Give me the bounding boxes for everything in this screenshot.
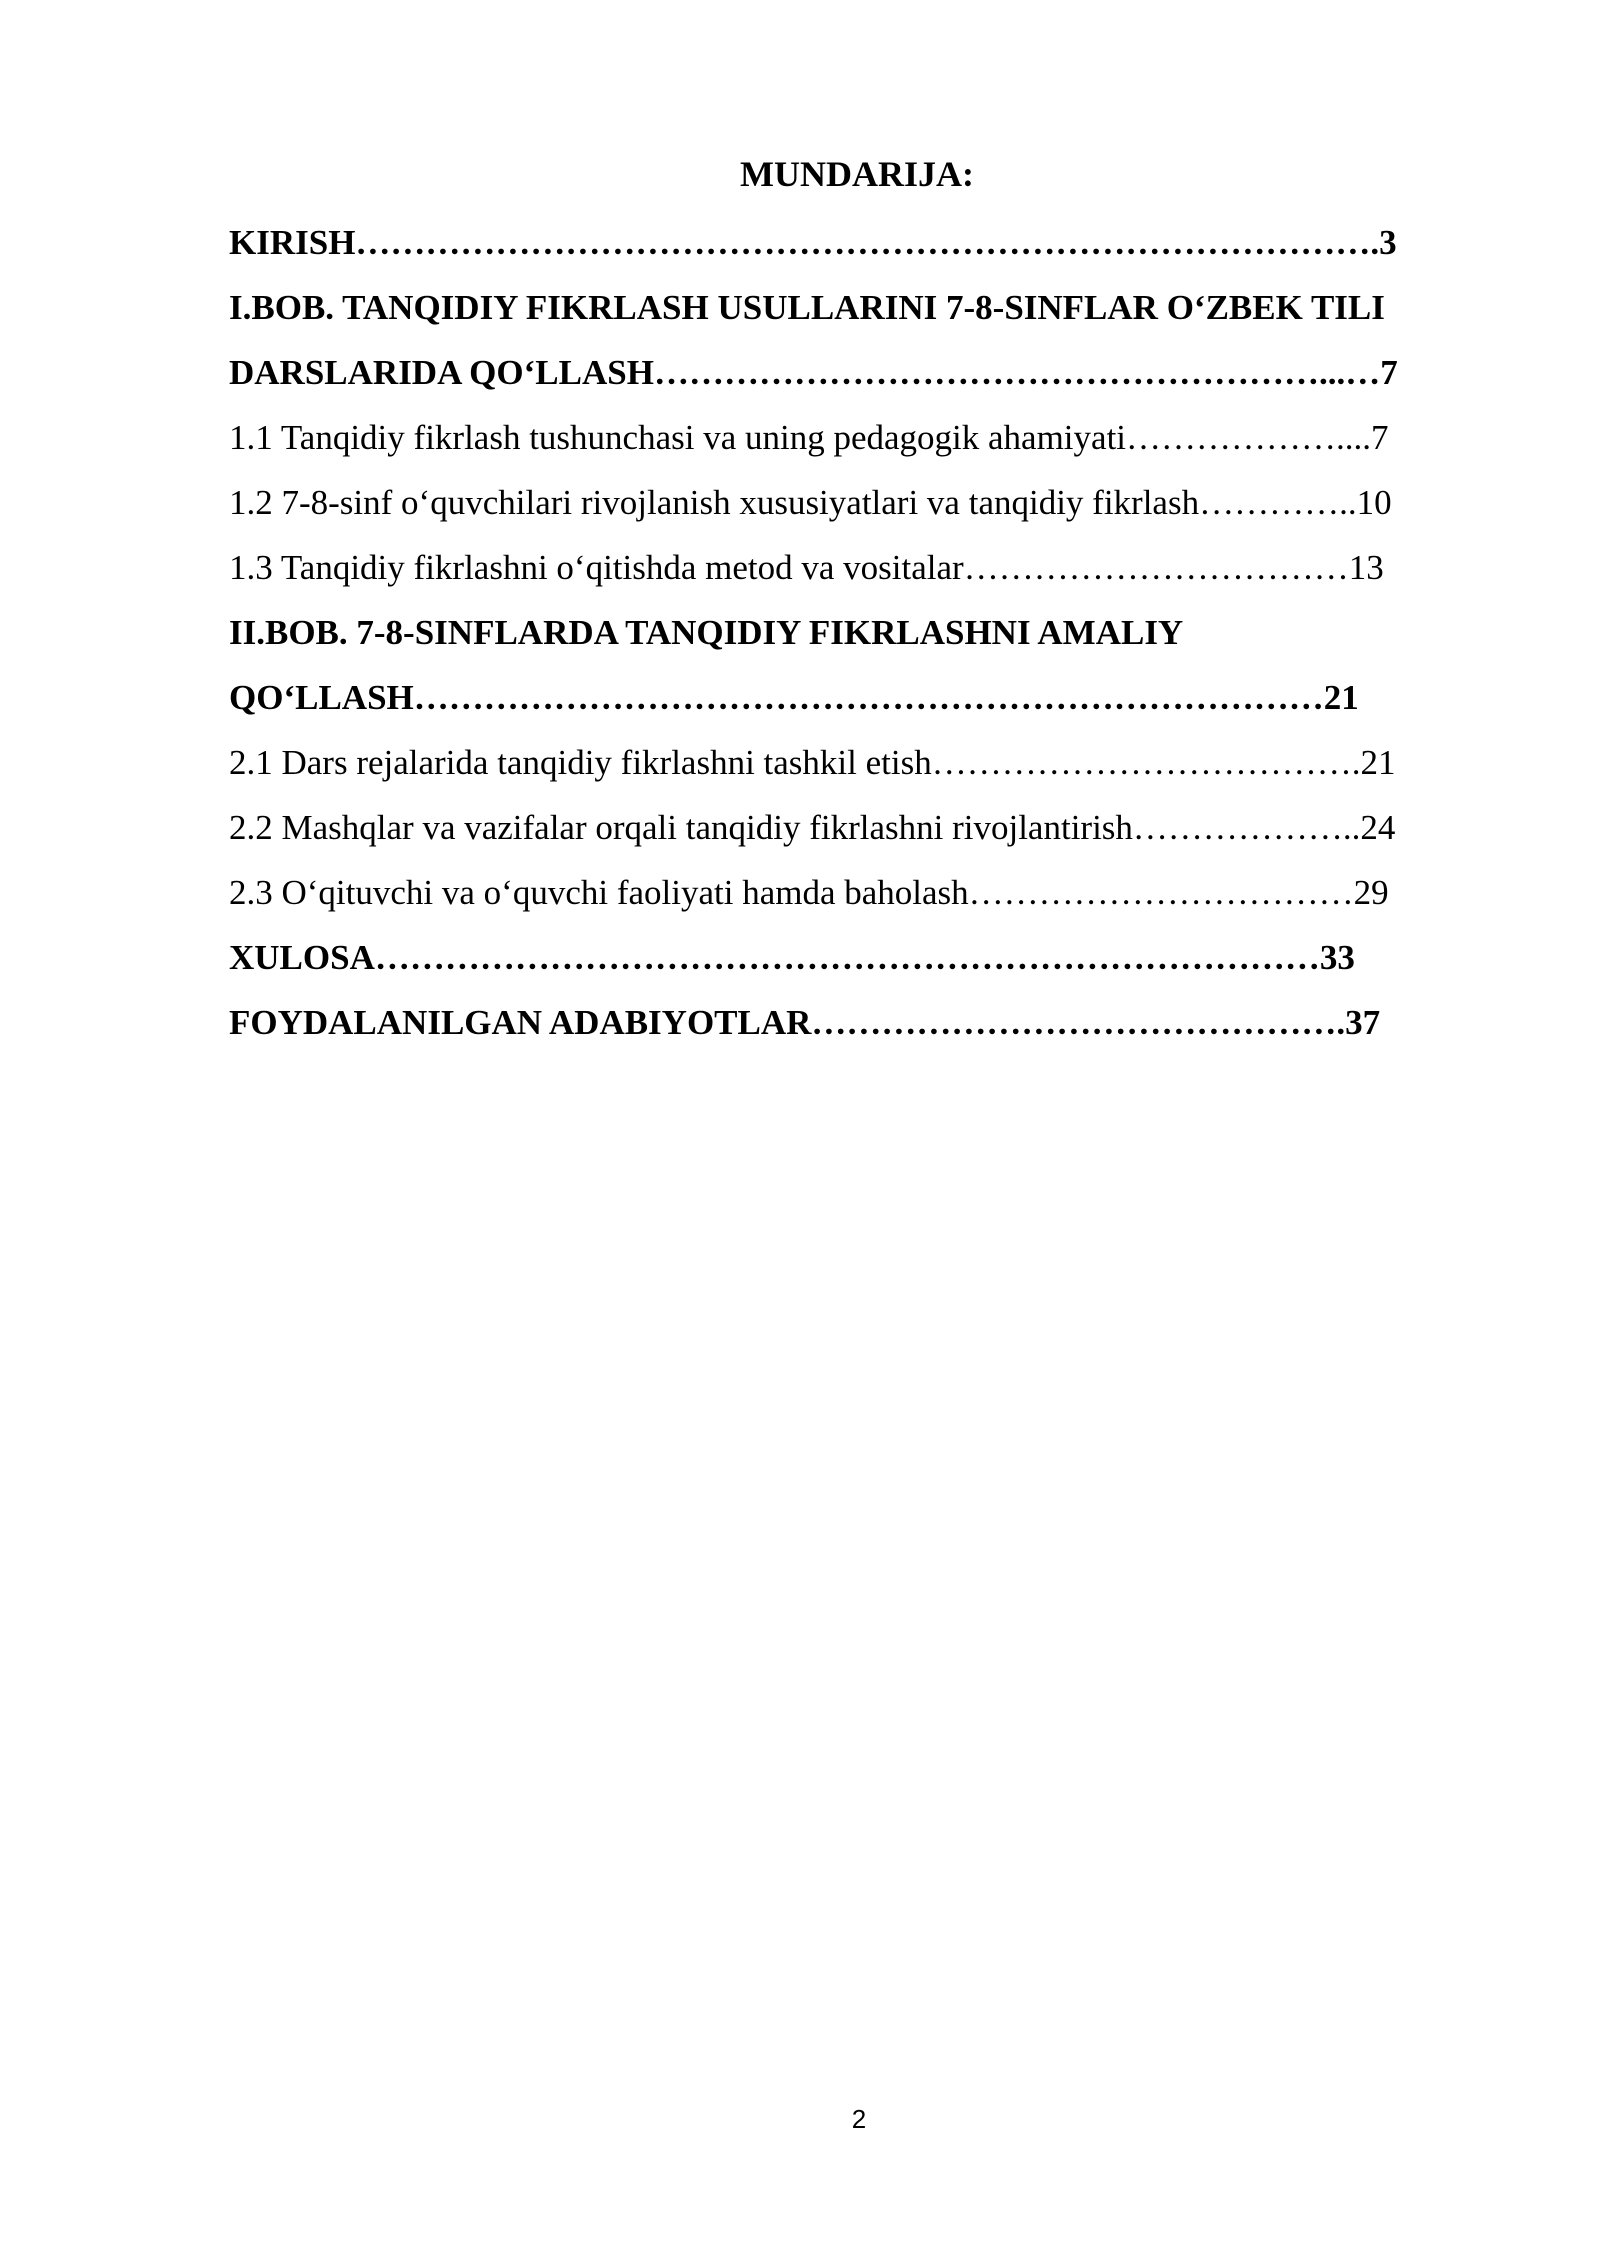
toc-section-2-1: 2.1 Dars rejalarida tanqidiy fikrlashni tashkil etish……………………………….21: [229, 743, 1396, 782]
toc-entry-xulosa: XULOSA………………………………………………………………………33: [229, 938, 1355, 977]
toc-section-2-3: 2.3 O‘qituvchi va o‘quvchi faoliyati hamda baholash……………………………29: [229, 873, 1389, 912]
toc-section-1-2: 1.2 7-8-sinf o‘quvchilari rivojlanish xususiyatlari va tanqidiy fikrlash…………..10: [229, 483, 1392, 522]
table-of-contents: [229, 221, 1489, 1066]
toc-entry-kirish: KIRISH…………………………………………………………………………….3: [229, 223, 1397, 262]
toc-section-2-2: 2.2 Mashqlar va vazifalar orqali tanqidiy fikrlashni rivojlantirish………………..24: [229, 808, 1396, 847]
toc-chapter-1-title-line-2: DARSLARIDA QO‘LLASH…………………………………………………...…7: [229, 353, 1398, 392]
toc-entry-adabiyotlar: FOYDALANILGAN ADABIYOTLAR……………………………………….37: [229, 1003, 1381, 1042]
toc-chapter-2-title-line-2: QO‘LLASH……………………………………………………………………21: [229, 678, 1359, 717]
toc-title: MUNDARIJA:: [740, 154, 974, 194]
page-number: 2: [851, 2104, 867, 2134]
toc-section-1-1: 1.1 Tanqidiy fikrlash tushunchasi va uning pedagogik ahamiyati………………....7: [229, 418, 1389, 457]
toc-chapter-2-title-line-1: II.BOB. 7-8-SINFLARDA TANQIDIY FIKRLASHNI AMALIY: [229, 613, 1184, 652]
toc-section-1-3: 1.3 Tanqidiy fikrlashni o‘qitishda metod va vositalar……………………………13: [229, 548, 1384, 587]
toc-chapter-1-title-line-1: I.BOB. TANQIDIY FIKRLASH USULLARINI 7-8-SINFLAR O‘ZBEK TILI: [229, 288, 1385, 327]
